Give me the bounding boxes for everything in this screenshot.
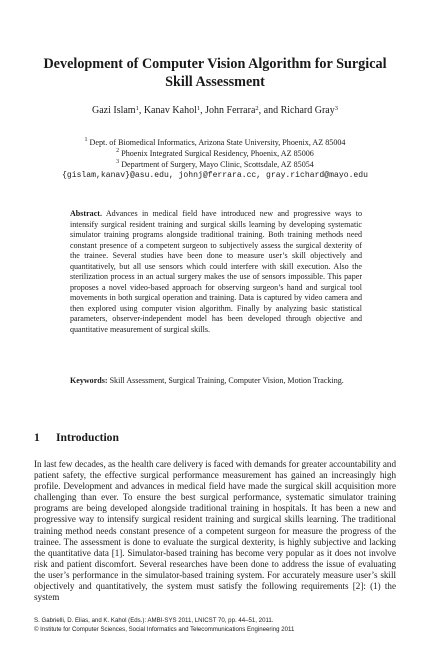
section-number: 1 <box>34 431 40 444</box>
author-affil-mark: 1 <box>196 105 201 112</box>
author-affil-mark: 1 <box>135 105 139 112</box>
intro-paragraph: In last few decades, as the health care delivery is faced with demands for greater accountability and patient safety, the effective surgical performance measurement has gained an increasingly high profile. Development and advances in medical field have made the surgical skill acquisition more challenging than ever. To ensure the best surgical performance, systematic simulator training programs are being developed alongside traditional training in hospitals. It has been a new and progressive way to intensify surgical resident training and surgical skills learning. The traditional training method needs constant presence of a competent surgeon for measure the progress of the trainee. The assessment is done to evaluate the surgical dexterity, is highly subjective and lacking the quantitative data [1]. Simulator-based training has become very popular as it does not involve risk and patient discomfort. Several researches have been done to address the issue of evaluating the user’s performance in the simulator-based training system. For accurately measure user’s skill objectively and quantitatively, the system must satisfy the following requirements [2]: (1) the system <box>34 459 396 603</box>
keywords-label: Keywords: <box>70 376 108 385</box>
abstract-label: Abstract. <box>70 209 102 218</box>
affiliation-mark: 3 <box>116 159 120 165</box>
author-separator: , and <box>258 105 281 116</box>
affiliation-item <box>10 137 420 148</box>
author-name: Gazi Islam <box>91 105 136 116</box>
author-name: Richard Gray <box>280 105 335 116</box>
affiliation-mark: 1 <box>84 137 88 143</box>
page-footer <box>34 617 404 634</box>
title-line-2: Skill Assessment <box>165 74 265 90</box>
abstract <box>70 209 362 335</box>
affiliation-text: Department of Surgery, Mayo Clinic, Scottsdale, AZ 85054 <box>121 160 314 169</box>
affiliation-item <box>10 148 420 159</box>
author-name: Kanav Kahol <box>143 105 197 116</box>
title-line-1: Development of Computer Vision Algorithm for Surgical <box>43 56 387 72</box>
author-separator: , <box>138 105 144 116</box>
author-list <box>20 104 410 118</box>
abstract-text: Advances in medical field have introduced new and progressive ways to intensify surgical resident training and surgical skills learning by developing systematic simulator training programs alongside traditional training. Both training methods need constant presence of a competent surgeon to subjectively assess the surgical dexterity of the trainee. Several studies have been done to measure user’s skill objectively and quantitatively, but all use sensors which could interfere with skill execution. Also the sterilization process in an actual surgery makes the use of sensors impossible. This paper proposes a novel video-based approach for observing surgeon’s hand and surgical tool movements in both surgical operation and training. Data is captured by video camera and then explored using computer vision algorithm. Finally by analyzing basic statistical parameters, observer-independent model has been developed through objective and quantitative measurement of surgical skills. <box>70 209 362 334</box>
author-affil-mark: 3 <box>334 105 338 112</box>
copyright-line: © Institute for Computer Sciences, Social Informatics and Telecommunications Engineering 2011 <box>34 625 295 633</box>
author-name: John Ferrara <box>205 105 256 116</box>
section-heading <box>34 431 119 445</box>
affiliation-list <box>10 137 420 181</box>
affiliation-text: Phoenix Integrated Surgical Residency, Phoenix, AZ 85006 <box>121 149 314 158</box>
author-separator: , <box>200 105 206 116</box>
citation-line: S. Gabrielli, D. Elias, and K. Kahol (Eds.): AMBI-SYS 2011, LNICST 70, pp. 44–51, 2011. <box>34 617 274 624</box>
affiliation-item <box>10 159 420 170</box>
paper-title <box>30 55 400 91</box>
section-title: Introduction <box>56 431 119 444</box>
author-affil-mark: 2 <box>255 105 259 112</box>
author-emails[interactable]: {gislam,kanav}@asu.edu, johnj@ferrara.cc, gray.richard@mayo.edu <box>62 171 368 180</box>
affiliation-mark: 2 <box>116 148 120 154</box>
affiliation-text: Dept. of Biomedical Informatics, Arizona State University, Phoenix, AZ 85004 <box>89 138 346 147</box>
keywords <box>70 376 362 387</box>
keywords-text: Skill Assessment, Surgical Training, Computer Vision, Motion Tracking. <box>109 376 344 385</box>
